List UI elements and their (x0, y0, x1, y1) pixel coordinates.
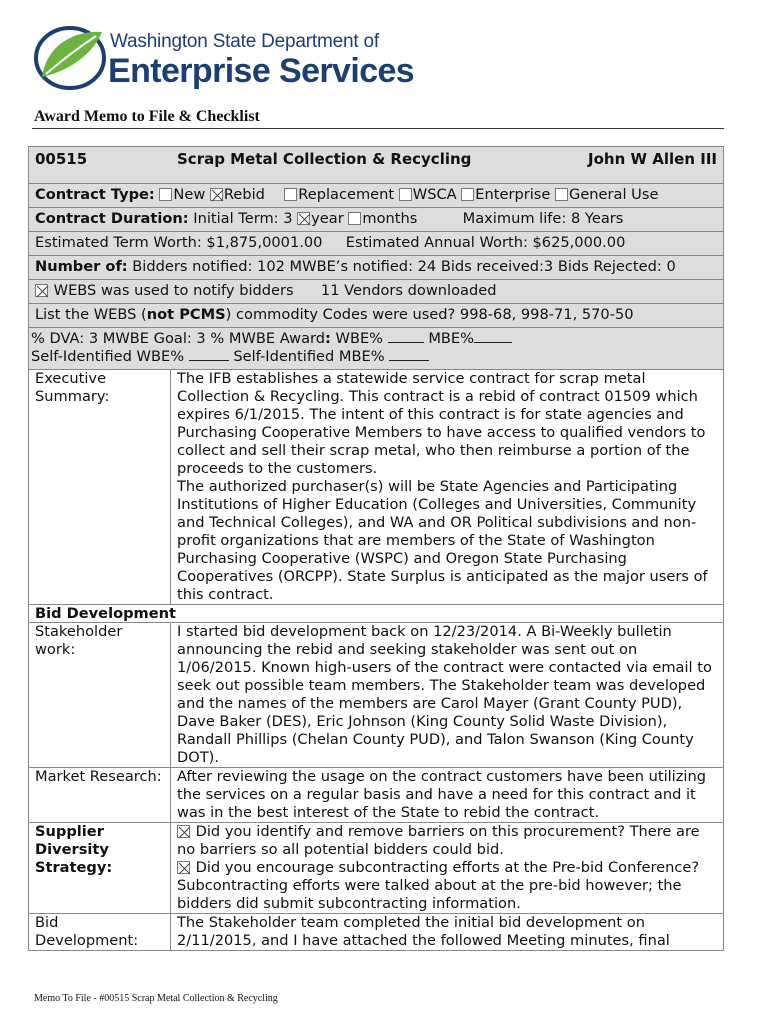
webs-row (28, 280, 724, 304)
initial-term: Initial Term: 3 (193, 210, 293, 227)
number-of-text: Bidders notified: 102 MWBE’s notified: 24 Bids received:3 Bids Rejected: 0 (127, 258, 676, 275)
bid-development-text: The Stakeholder team completed the initial bid development on 2/11/2015, and I have attached the followed Meeting minutes, final (177, 914, 670, 949)
estimated-annual-worth: Estimated Annual Worth: $625,000.00 (345, 234, 626, 251)
option-wsca-label: WSCA (412, 186, 457, 203)
codes-prefix: List the WEBS ( (35, 306, 147, 323)
checkbox-new[interactable] (159, 188, 172, 201)
codes-row (28, 304, 724, 328)
codes-not-pcms: not PCMS (146, 306, 226, 323)
dva-row (28, 328, 724, 370)
wbe-label: WBE% (330, 330, 384, 347)
option-new-label: New (173, 186, 206, 203)
worth-row (28, 232, 724, 256)
dva-text: % DVA: 3 MWBE Goal: 3 % MWBE Award (31, 330, 326, 347)
stakeholder-label: Stakeholder work: (29, 623, 171, 767)
checklist-form (28, 146, 724, 951)
number-of-label: Number of: (35, 258, 128, 275)
contract-type-label: Contract Type: (35, 186, 155, 203)
executive-summary-row (28, 370, 724, 605)
maximum-life: Maximum life: 8 Years (462, 210, 624, 227)
self-wbe-blank[interactable] (189, 348, 229, 361)
executive-summary-label: Executive Summary: (29, 370, 171, 604)
estimated-term-worth: Estimated Term Worth: $1,875,0001.00 (35, 234, 323, 251)
mbe-label: MBE% (428, 330, 475, 347)
option-replacement-label: Replacement (298, 186, 395, 203)
checkbox-rebid[interactable] (210, 188, 223, 201)
numbers-row (28, 256, 724, 280)
checkbox-subcontracting[interactable] (177, 861, 190, 874)
months-label: months (362, 210, 418, 227)
contract-number: 00515 (35, 150, 88, 168)
codes-suffix: ) commodity Codes were used? 998-68, 998-71, 570-50 (225, 306, 634, 323)
agency-logo (32, 22, 432, 94)
subcontracting-question: Did you encourage subcontracting efforts at the Pre-bid Conference? Subcontracting efforts were talked about at the pre-bid however; the bidders did submit subcontracting information. (177, 859, 700, 912)
dva-colon: : (325, 330, 331, 347)
supplier-diversity-row (28, 823, 724, 914)
option-enterprise-label: Enterprise (475, 186, 551, 203)
bid-development-row (28, 914, 724, 951)
market-research-row (28, 768, 724, 823)
checkbox-wsca[interactable] (399, 188, 412, 201)
logo-line1: Washington State Department of (110, 31, 379, 52)
self-mbe-blank[interactable] (389, 348, 429, 361)
stakeholder-row (28, 623, 724, 768)
checkbox-general-use[interactable] (555, 188, 568, 201)
stakeholder-text: I started bid development back on 12/23/2014. A Bi-Weekly bulletin announcing the rebid and seeking stakeholder was sent out on 1/06/2015. Known high-users of the contract were contacted via email to seek out possible team members. The Stakeholder team was developed and the names of the members are Carol Mayer (Grant County PUD), Dave Baker (DES), Eric Johnson (King County Solid Waste Division), Randall Phillips (Chelan County PUD), and Talon Swanson (King County DOT). (177, 623, 712, 766)
contract-title: Scrap Metal Collection & Recycling (177, 150, 472, 168)
year-label: year (311, 210, 344, 227)
market-research-text: After reviewing the usage on the contract customers have been utilizing the services on a regular basis and have a need for this contract and it was in the best interest of the State to rebid the contract. (177, 768, 706, 821)
barriers-question: Did you identify and remove barriers on this procurement? There are no barriers so all potential bidders could bid. (177, 823, 700, 858)
self-mbe-label: Self-Identified MBE% (233, 348, 385, 365)
checkbox-year[interactable] (297, 212, 310, 225)
checkbox-enterprise[interactable] (461, 188, 474, 201)
leaf-logo-icon (32, 22, 108, 92)
checkbox-barriers[interactable] (177, 825, 190, 838)
header-row (28, 146, 724, 184)
memo-title: Award Memo to File & Checklist (34, 108, 260, 125)
checkbox-webs[interactable] (35, 284, 48, 297)
title-rule (32, 128, 724, 129)
self-wbe-label: Self-Identified WBE% (31, 348, 185, 365)
webs-label: WEBS was used to notify bidders (53, 282, 294, 299)
supplier-diversity-label: Supplier Diversity Strategy: (29, 823, 171, 913)
mbe-blank[interactable] (474, 330, 512, 343)
checkbox-replacement[interactable] (284, 188, 297, 201)
contract-duration-row (28, 208, 724, 232)
option-rebid-label: Rebid (223, 186, 265, 203)
market-research-label: Market Research: (29, 768, 171, 822)
bid-development-heading: Bid Development (28, 605, 724, 623)
contract-type-row (28, 184, 724, 208)
checkbox-months[interactable] (348, 212, 361, 225)
bid-development-label: Bid Development: (29, 914, 171, 950)
executive-summary-text: The IFB establishes a statewide service contract for scrap metal Collection & Recycling. This contract is a rebid of contract 01509 which expires 6/1/2015. The intent of this contract is for state agencies and Purchasing Cooperative Members to have access to qualified vendors to collect and sell their scrap metal, who then reimburse a portion of the proceeds to the customers. (177, 370, 706, 477)
vendors-downloaded: 11 Vendors downloaded (320, 282, 497, 299)
logo-line2: Enterprise Services (108, 52, 415, 90)
executive-summary-text-2: The authorized purchaser(s) will be State Agencies and Participating Institutions of Higher Education (Colleges and Universities, Community and Technical Colleges), and WA and OR Political subdivisions and non-profit organizations that are members of the State of Washington Purchasing Cooperative (WSPC) and Oregon State Purchasing Cooperatives (ORCPP). State Surplus is anticipated as the major users of this contract. (177, 478, 708, 603)
page-footer: Memo To File - #00515 Scrap Metal Collection & Recycling (34, 993, 278, 1004)
contract-duration-label: Contract Duration: (35, 210, 189, 227)
wbe-blank[interactable] (388, 330, 424, 343)
option-general-use-label: General Use (569, 186, 659, 203)
contract-manager: John W Allen III (588, 150, 717, 168)
